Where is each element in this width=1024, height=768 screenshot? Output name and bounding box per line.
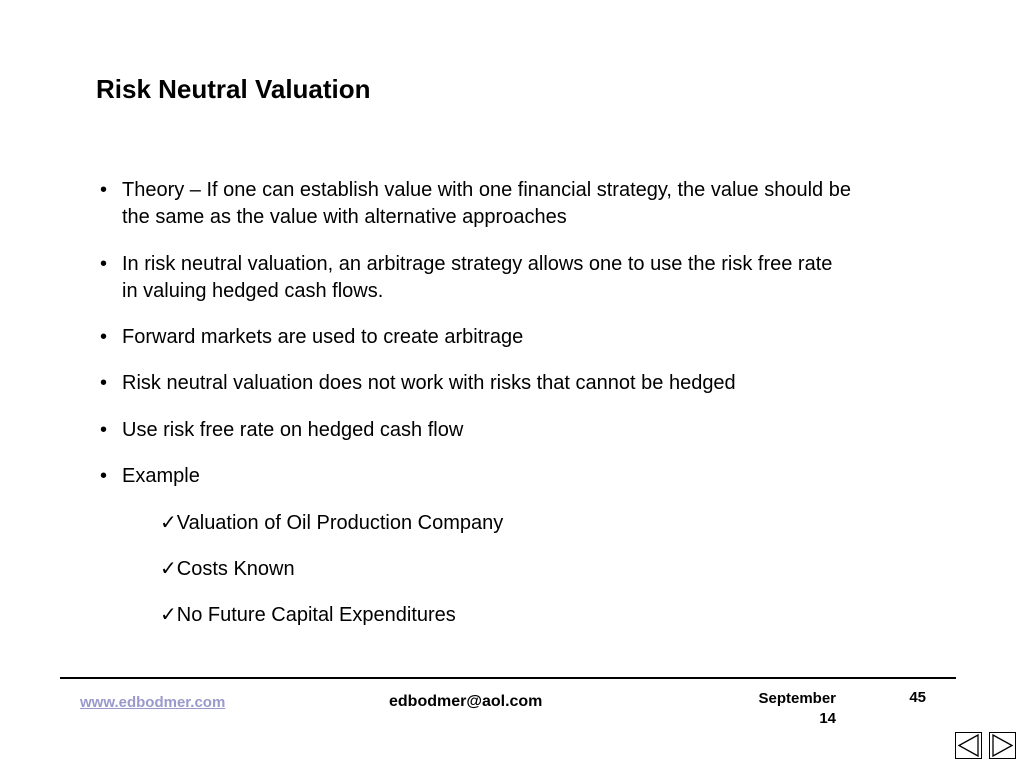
checkmark-icon: ✓ bbox=[160, 512, 177, 534]
triangle-left-icon bbox=[956, 733, 981, 758]
sub-item-text: Valuation of Oil Production Company bbox=[176, 512, 504, 534]
footer-email: edbodmer@aol.com bbox=[389, 693, 543, 710]
bullet-text: Example bbox=[122, 465, 200, 487]
bullet-text: In risk neutral valuation, an arbitrage strategy allows one to use the risk free rate in valuing hedged cash flows. bbox=[122, 253, 833, 302]
bullet-dot: • bbox=[100, 179, 108, 201]
triangle-right-icon bbox=[990, 733, 1015, 758]
bullet-text: Risk neutral valuation does not work with risks that cannot be hedged bbox=[122, 372, 736, 394]
footer-date bbox=[730, 689, 836, 729]
bullet-text: Forward markets are used to create arbitrage bbox=[122, 326, 524, 348]
bullet-text: Theory – If one can establish value with one financial strategy, the value should be the same as the value with alternative approaches bbox=[122, 179, 851, 228]
bullet-item bbox=[100, 177, 860, 231]
bullet-dot: • bbox=[100, 253, 108, 275]
website-link[interactable]: www.edbodmer.com bbox=[80, 694, 226, 711]
sub-item-text: No Future Capital Expenditures bbox=[176, 604, 456, 626]
bullet-item bbox=[100, 370, 860, 397]
bullet-item bbox=[100, 324, 860, 351]
slide-title: Risk Neutral Valuation bbox=[96, 74, 371, 104]
date-month: September bbox=[758, 690, 836, 707]
bullet-item bbox=[100, 251, 860, 305]
bullet-text: Use risk free rate on hedged cash flow bbox=[122, 419, 464, 441]
sub-item bbox=[160, 602, 456, 629]
checkmark-icon: ✓ bbox=[160, 604, 177, 626]
bullet-dot: • bbox=[100, 465, 108, 487]
date-day: 14 bbox=[819, 710, 836, 727]
page-number: 45 bbox=[909, 689, 926, 706]
checkmark-icon: ✓ bbox=[160, 558, 177, 580]
footer-divider bbox=[60, 677, 956, 679]
previous-slide-button[interactable] bbox=[955, 732, 982, 759]
sub-item-text: Costs Known bbox=[176, 558, 295, 580]
bullet-item bbox=[100, 463, 860, 490]
bullet-dot: • bbox=[100, 419, 108, 441]
next-slide-button[interactable] bbox=[989, 732, 1016, 759]
sub-item bbox=[160, 510, 503, 537]
bullet-dot: • bbox=[100, 372, 108, 394]
bullet-item bbox=[100, 417, 860, 444]
bullet-dot: • bbox=[100, 326, 108, 348]
sub-item bbox=[160, 556, 295, 583]
